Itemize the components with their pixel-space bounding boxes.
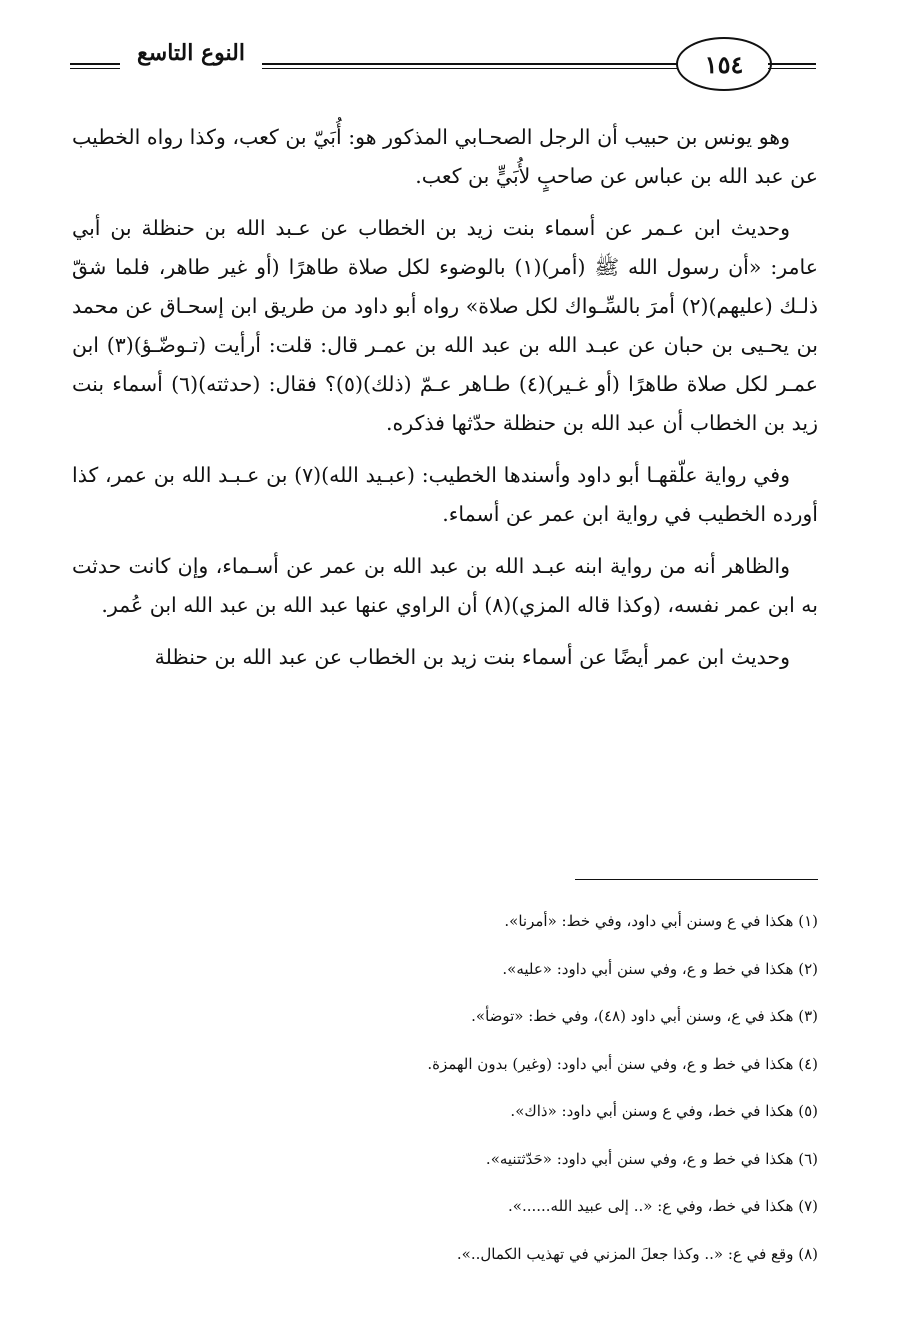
footnote-separator: [575, 879, 818, 880]
page-number: ١٥٤: [676, 37, 772, 91]
section-title: النوع التاسع: [137, 40, 245, 66]
footnote: (٤) هكذا في خط و ع، وفي سنن أبي داود: (وغير) بدون الهمزة.: [427, 1054, 818, 1073]
header-rule-middle: [262, 63, 678, 69]
paragraph: وحديث ابن عـمر عن أسماء بنت زيد بن الخطاب عن عـبد الله بن حنظلة بن أبي عامر: «أن رسول الله ﷺ (أمر)(١) بالوضوء لكل صلاة طاهرًا (أو غير طاهر، فلما شقّ ذلـك (عليهم)(٢) أمرَ بالسِّـواك لكل صلاة» رواه أبو داود من طريق ابن إسحـاق عن محمد بن يحـيى بن حبان عن عبـد الله بن عبد الله بن عمـر قال: قلت: أرأيت (تـوضّـؤ)(٣) ابن عمـر لكل صلاة طاهرًا (أو غـير)(٤) طـاهر عـمّ (ذلك)(٥)؟ فقال: (حدثته)(٦) أسماء بنت زيد بن الخطاب أن عبد الله بن حنظلة حدّثها فذكره.: [72, 216, 818, 435]
footnote: (٥) هكذا في خط، وفي ع وسنن أبي داود: «ذاك».: [510, 1102, 818, 1120]
paragraph: وهو يونس بن حبيب أن الرجل الصحـابي المذكور هو: أُبَيّ بن كعب، وكذا رواه الخطيب عن عبد الله بن عباس عن صاحبٍ لأُبَيٍّ بن كعب.: [72, 125, 818, 188]
footnotes: [72, 898, 818, 1278]
footnote: (٨) وقع في ع: «.. وكذا جعلَ المزني في تهذيب الكمال..».: [456, 1244, 818, 1263]
footnote: (٧) هكذا في خط، وفي ع: «.. إلى عبيد الله......».: [508, 1197, 818, 1215]
header-rule-right: [768, 63, 816, 69]
main-text: [72, 118, 818, 690]
header-rule-left: [70, 63, 120, 69]
footnote: (٦) هكذا في خط و ع، وفي سنن أبي داود: «حَدّثتنيه».: [485, 1149, 818, 1168]
paragraph: وفي رواية علّقهـا أبو داود وأسندها الخطيب: (عبـيد الله)(٧) بن عـبـد الله بن عمر، كذا أورده الخطيب في رواية ابن عمر عن أسماء.: [72, 463, 818, 526]
paragraph: والظاهر أنه من رواية ابنه عبـد الله بن عبد الله بن عمر عن أسـماء، وإن كانت حدثت به ابن عمر نفسه، (وكذا قاله المزي)(٨) أن الراوي عنها عبد الله بن عبد الله ابن عُمر.: [72, 554, 818, 617]
footnote: (٣) هكذ في ع، وسنن أبي داود (٤٨)، وفي خط: «توضأ».: [471, 1007, 818, 1025]
paragraph: وحديث ابن عمر أيضًا عن أسماء بنت زيد بن الخطاب عن عبد الله بن حنظلة: [154, 645, 790, 669]
footnote: (٢) هكذا في خط و ع، وفي سنن أبي داود: «عليه».: [502, 959, 818, 978]
footnote: (١) هكذا في ع وسنن أبي داود، وفي خط: «أمرنا».: [504, 912, 818, 930]
